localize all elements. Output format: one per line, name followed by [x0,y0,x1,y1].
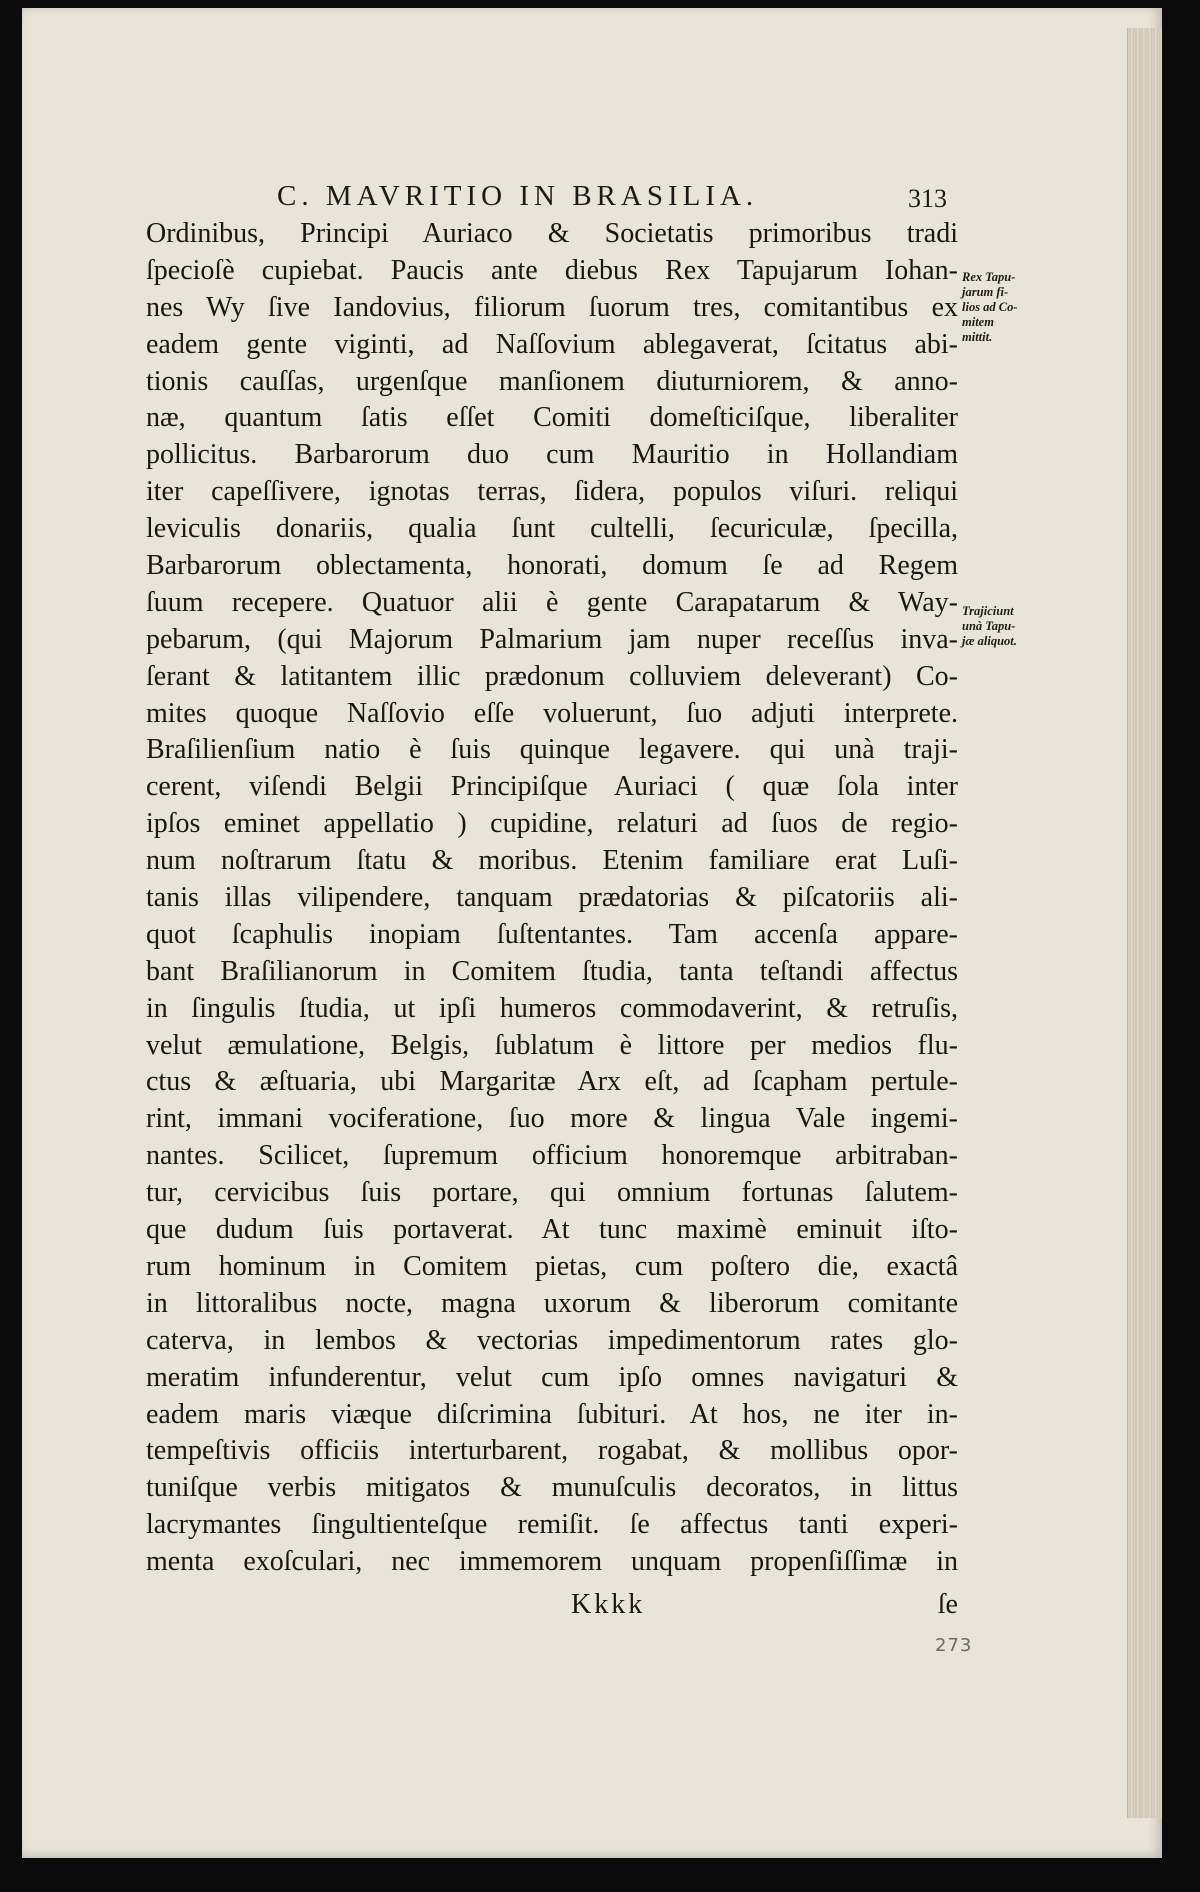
signature-line [146,1589,958,1625]
text-line: in littoralibus nocte, magna uxorum & liberorum comitante [146,1287,958,1319]
text-line: rum hominum in Comitem pietas, cum poſtero die, exactâ [146,1250,958,1282]
text-line: mites quoque Naſſovio eſſe voluerunt, ſuo adjuti interprete. [146,697,958,729]
text-line: eadem gente viginti, ad Naſſovium ablegaverat, ſcitatus abi- [146,328,958,360]
text-line: tempeſtivis officiis interturbarent, rogabat, & mollibus opor- [146,1435,958,1467]
text-line: tionis cauſſas, urgenſque manſionem diuturniorem, & anno- [146,365,958,397]
text-line: num noſtrarum ſtatu & moribus. Etenim familiare erat Luſi- [146,845,958,877]
running-head [22,180,1162,216]
book-page [22,8,1162,1858]
margin-note-line: jarum fi- [962,285,1009,299]
margin-note-line: jæ aliquot. [962,634,1017,648]
page-number: 313 [908,184,947,213]
margin-note-line: mittit. [962,330,993,344]
text-line: iter capeſſivere, ignotas terras, ſidera, populos viſuri. reliqui [146,476,958,508]
text-line: Barbarorum oblectamenta, honorati, domum ſe ad Regem [146,550,958,582]
text-line: ſerant & latitantem illic prædonum colluviem deleverant) Co- [146,660,958,692]
text-line: næ, quantum ſatis eſſet Comiti domeſticiſque, liberaliter [146,402,958,434]
text-line: rint, immani vociferatione, ſuo more & lingua Vale ingemi- [146,1103,958,1135]
margin-note-line: Trajiciunt [962,604,1014,618]
text-line: nes Wy ſive Iandovius, filiorum ſuorum tres, comitantibus ex [146,291,958,323]
running-head-title: C. MAVRITIO IN BRASILIA. [277,180,759,212]
text-line: bant Braſilianorum in Comitem ſtudia, tanta teſtandi affectus [146,955,958,987]
handwritten-folio-number: 273 [935,1635,973,1656]
text-line: quot ſcaphulis inopiam ſuſtentantes. Tam accenſa appare- [146,918,958,950]
margin-note-line: mitem [962,315,994,329]
text-line: Ordinibus, Principi Auriaco & Societatis primoribus tradi [146,218,958,249]
margin-note-line: Rex Tapu- [962,270,1016,284]
signature-mark: Kkkk [571,1589,646,1620]
catchword: ſe [937,1589,958,1620]
text-line: cerent, viſendi Belgii Principiſque Auriaci ( quæ ſola inter [146,771,958,803]
text-line: Braſilienſium natio è ſuis quinque legavere. qui unà traji- [146,734,958,766]
text-line: que dudum ſuis portaverat. At tunc maximè eminuit iſto- [146,1214,958,1246]
text-line: velut æmulatione, Belgis, ſublatum è littore per medios flu- [146,1029,958,1061]
margin-note-rex-tapujarum [962,270,1050,345]
margin-note-line: lios ad Co- [962,300,1018,314]
text-line: tuniſque verbis mitigatos & munuſculis decoratos, in littus [146,1472,958,1504]
margin-note-trajiciunt [962,604,1050,649]
text-line: nantes. Scilicet, ſupremum officium honoremque arbitraban- [146,1140,958,1172]
text-line: in ſingulis ſtudia, ut ipſi humeros commodaverint, & retruſis, [146,992,958,1024]
text-line: ipſos eminet appellatio ) cupidine, relaturi ad ſuos de regio- [146,808,958,840]
text-line: pebarum, (qui Majorum Palmarium jam nuper receſſus inva- [146,623,958,655]
text-line: ctus & æſtuaria, ubi Margaritæ Arx eſt, ad ſcapham pertule- [146,1066,958,1098]
text-line: ſpecioſè cupiebat. Paucis ante diebus Rex Tapujarum Iohan- [146,254,958,286]
text-line: pollicitus. Barbarorum duo cum Mauritio in Hollandiam [146,439,958,471]
body-text [146,216,958,1581]
text-line: tanis illas vilipendere, tanquam prædatorias & piſcatoriis ali- [146,882,958,914]
text-line: meratim infunderentur, velut cum ipſo omnes navigaturi & [146,1361,958,1393]
text-line: tur, cervicibus ſuis portare, qui omnium fortunas ſalutem- [146,1177,958,1209]
margin-note-line: unà Tapu- [962,619,1016,633]
text-line: menta exoſculari, nec immemorem unquam propenſiſſimæ in [146,1546,958,1578]
text-line: lacrymantes ſingultienteſque remiſit. ſe affectus tanti experi- [146,1509,958,1541]
text-line: eadem maris viæque diſcrimina ſubituri. At hos, ne iter in- [146,1398,958,1430]
text-line: leviculis donariis, qualia ſunt cultelli, ſecuriculæ, ſpecilla, [146,513,958,545]
page-edges [1127,28,1162,1818]
text-line: caterva, in lembos & vectorias impedimentorum rates glo- [146,1324,958,1356]
text-line: ſuum recepere. Quatuor alii è gente Carapatarum & Way- [146,586,958,618]
